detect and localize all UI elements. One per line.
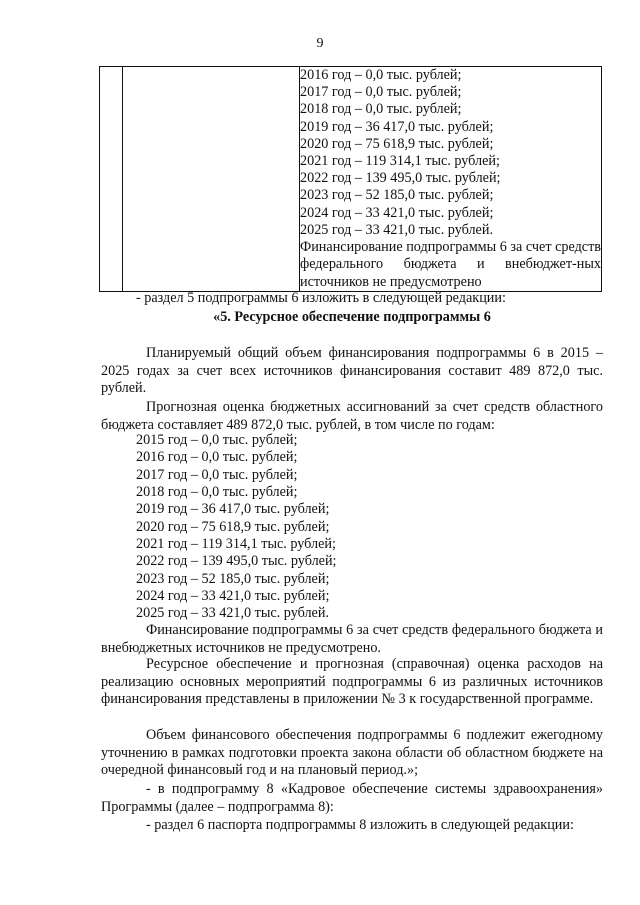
section-heading: «5. Ресурсное обеспечение подпрограммы 6 xyxy=(213,309,491,325)
table-cell-content xyxy=(300,67,602,292)
list-item: 2022 год – 139 495,0 тыс. рублей; xyxy=(136,553,337,570)
table-year-line: 2025 год – 33 421,0 тыс. рублей. xyxy=(300,221,493,238)
table-cell-label xyxy=(123,67,300,292)
years-list xyxy=(136,432,337,623)
list-item: 2017 год – 0,0 тыс. рублей; xyxy=(136,466,298,483)
paragraph-budget-estimate: Прогнозная оценка бюджетных ассигнований за счет средств областного бюджета составляет 489 872,0 тыс. рублей, в том числе по годам: xyxy=(101,399,603,433)
paragraph-total-funding: Планируемый общий объем финансирования подпрограммы 6 в 2015 – 2025 годах за счет всех источников финансирования составит 489 872,0 тыс. рублей. xyxy=(101,345,603,397)
passport-table xyxy=(99,66,602,292)
table-year-line: 2022 год – 139 495,0 тыс. рублей; xyxy=(300,170,501,187)
table-year-line: 2016 год – 0,0 тыс. рублей; xyxy=(300,67,462,83)
table-year-line: 2023 год – 52 185,0 тыс. рублей; xyxy=(300,187,494,204)
list-item: 2016 год – 0,0 тыс. рублей; xyxy=(136,449,298,466)
table-funding-note: Финансирование подпрограммы 6 за счет средств федерального бюджета и внебюджет-ных источников не предусмотрено xyxy=(300,239,601,290)
paragraph-section-6: - раздел 6 паспорта подпрограммы 8 изложить в следующей редакции: xyxy=(146,817,574,833)
list-item: 2020 год – 75 618,9 тыс. рублей; xyxy=(136,518,330,535)
table-cell-number xyxy=(100,67,123,292)
page-number: 9 xyxy=(316,36,324,51)
table-year-line: 2024 год – 33 421,0 тыс. рублей; xyxy=(300,204,494,221)
table-year-line: 2019 год – 36 417,0 тыс. рублей; xyxy=(300,118,494,135)
table-year-line: 2020 год – 75 618,9 тыс. рублей; xyxy=(300,135,494,152)
list-item: 2018 год – 0,0 тыс. рублей; xyxy=(136,484,298,501)
list-item: 2019 год – 36 417,0 тыс. рублей; xyxy=(136,501,330,518)
intro-line: - раздел 5 подпрограммы 6 изложить в следующей редакции: xyxy=(136,290,506,306)
table-year-line: 2018 год – 0,0 тыс. рублей; xyxy=(300,101,462,118)
list-item: 2025 год – 33 421,0 тыс. рублей. xyxy=(136,605,329,622)
paragraph-subprogram-8: - в подпрограмму 8 «Кадровое обеспечение системы здравоохранения» Программы (далее – подпрограмма 8): xyxy=(101,781,603,815)
list-item: 2021 год – 119 314,1 тыс. рублей; xyxy=(136,536,336,553)
paragraph-annual-update: Объем финансового обеспечения подпрограммы 6 подлежит ежегодному уточнению в рамках подготовки проекта закона области об областном бюджете на очередной финансовый год и на плановый период.»; xyxy=(101,727,603,779)
paragraph-resource-support: Ресурсное обеспечение и прогнозная (справочная) оценка расходов на реализацию основных мероприятий подпрограммы 6 из различных источников финансирования представлены в приложении № 3 к государственной программе. xyxy=(101,656,603,708)
list-item: 2024 год – 33 421,0 тыс. рублей; xyxy=(136,588,330,605)
paragraph-federal-funding: Финансирование подпрограммы 6 за счет средств федерального бюджета и внебюджетных источников не предусмотрено. xyxy=(101,622,603,656)
list-item: 2023 год – 52 185,0 тыс. рублей; xyxy=(136,570,330,587)
table-year-line: 2017 год – 0,0 тыс. рублей; xyxy=(300,84,462,101)
list-item: 2015 год – 0,0 тыс. рублей; xyxy=(136,432,298,448)
table-year-line: 2021 год – 119 314,1 тыс. рублей; xyxy=(300,153,500,170)
